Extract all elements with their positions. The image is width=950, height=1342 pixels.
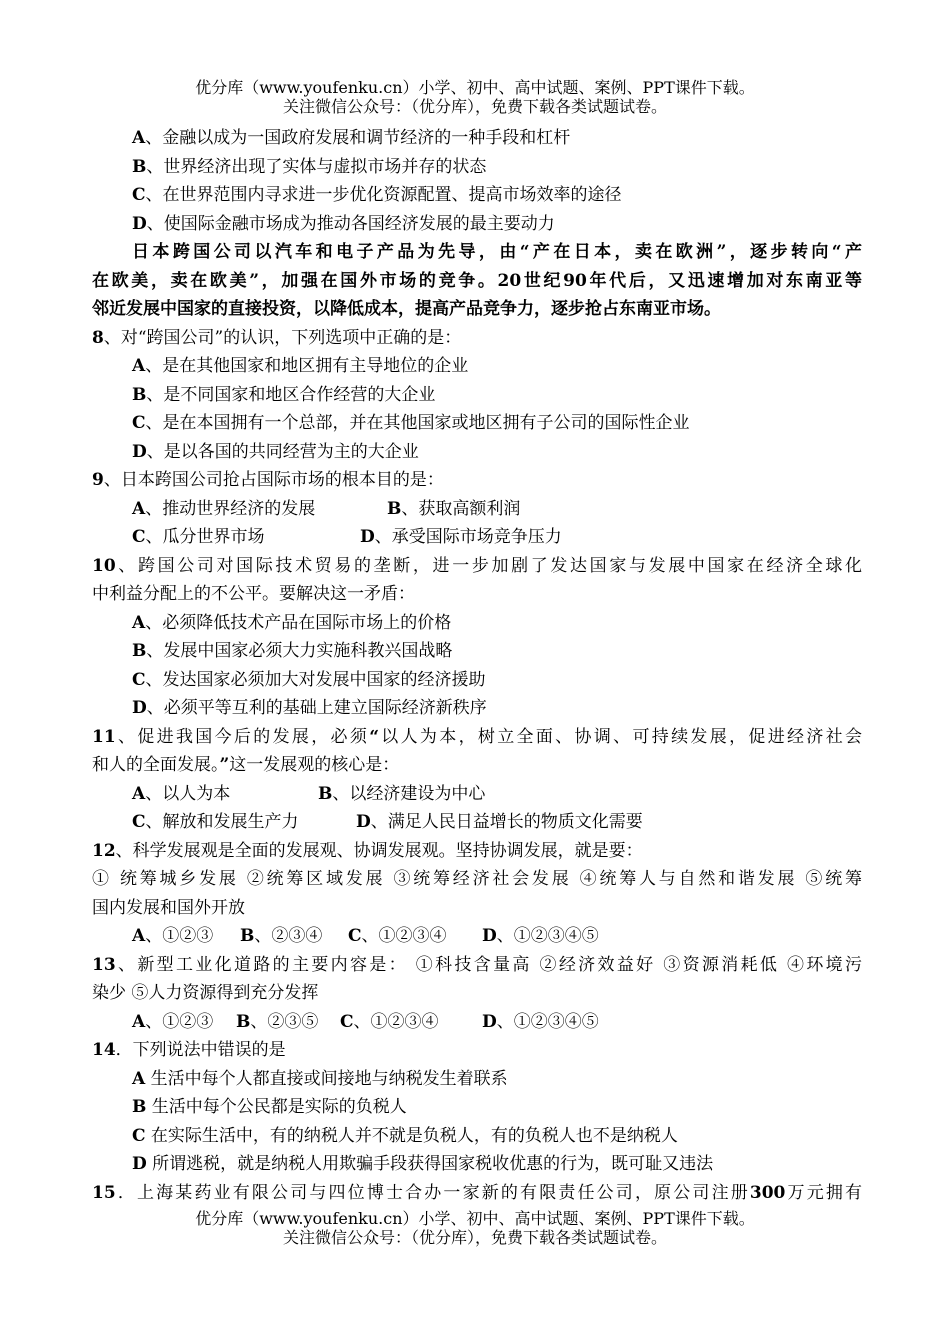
q13-option-c: C、①②③④ — [340, 1011, 439, 1032]
q13-option-b: B、②③⑤ — [236, 1011, 319, 1032]
q10-stem-line-1: 10、跨国公司对国际技术贸易的垄断，进一步加剧了发达国家与发展中国家在经济全球化 — [92, 555, 862, 576]
q12-items-line-1: ① 统筹城乡发展 ②统筹区域发展 ③统筹经济社会发展 ④统筹人与自然和谐发展 ⑤统筹 — [92, 869, 862, 889]
q9-options-row-1 — [92, 495, 862, 524]
exam-content — [92, 124, 862, 1207]
header-line-1: 优分库（www.youfenku.cn）小学、初中、高中试题、案例、PPT课件下载。 — [195, 78, 755, 97]
q7-option-c: C、在世界范围内寻求进一步优化资源配置、提高市场效率的途径 — [132, 185, 622, 205]
q9-stem: 9、日本跨国公司抢占国际市场的根本目的是： — [92, 470, 444, 490]
q11-stem-line-2: 和人的全面发展。”这一发展观的核心是： — [92, 755, 400, 775]
q13-stem-line-1: 13、新型工业化道路的主要内容是： ①科技含量高 ②经济效益好 ③资源消耗低 ④环境污 — [92, 954, 862, 975]
footer-line-2: 关注微信公众号：（优分库），免费下载各类试题试卷。 — [282, 1228, 667, 1247]
q10-option-b: B、发展中国家必须大力实施科教兴国战略 — [132, 641, 453, 661]
q8-option-b: B、是不同国家和地区合作经营的大企业 — [132, 384, 436, 405]
q11-option-b: B、以经济建设为中心 — [318, 783, 486, 804]
q14-stem: 14．下列说法中错误的是 — [92, 1040, 286, 1060]
q10-stem-line-2: 中利益分配上的不公平。要解决这一矛盾： — [92, 584, 415, 604]
q8-stem: 8、对“跨国公司”的认识，下列选项中正确的是： — [92, 327, 462, 348]
q12-option-c: C、①②③④ — [348, 926, 447, 946]
q9-option-c: C、瓜分世界市场 — [132, 527, 265, 547]
q9-option-a: A、推动世界经济的发展 — [132, 498, 316, 519]
q9-option-d: D、承受国际市场竞争压力 — [360, 527, 562, 547]
page-footer — [0, 1209, 950, 1247]
q12-option-a: A、①②③ — [132, 926, 214, 946]
q11-stem-line-1: 11、促进我国今后的发展，必须“以人为本，树立全面、协调、可持续发展，促进经济社会 — [92, 726, 863, 747]
q15-stem: 15．上海某药业有限公司与四位博士合办一家新的有限责任公司，原公司注册300万元拥有 — [92, 1182, 863, 1203]
q10-option-d: D、必须平等互利的基础上建立国际经济新秩序 — [132, 698, 487, 718]
q7-option-b: B、世界经济出现了实体与虚拟市场并存的状态 — [132, 156, 487, 177]
q14-option-b: B 生活中每个公民都是实际的负税人 — [132, 1097, 407, 1117]
header-line-2: 关注微信公众号：（优分库），免费下载各类试题试卷。 — [282, 97, 667, 116]
q11-options-row-1 — [92, 780, 862, 809]
q10-option-c: C、发达国家必须加大对发展中国家的经济援助 — [132, 669, 486, 690]
q12-option-d: D、①②③④⑤ — [482, 926, 599, 946]
q14-option-d: D 所谓逃税，就是纳税人用欺骗手段获得国家税收优惠的行为，既可耻又违法 — [132, 1154, 714, 1174]
material-line-1: 日本跨国公司以汽车和电子产品为先导，由“产在日本，卖在欧洲”，逐步转向“产 — [132, 242, 862, 262]
q13-stem-line-2: 染少 ⑤人力资源得到充分发挥 — [92, 983, 319, 1003]
q9-option-b: B、获取高额利润 — [387, 498, 521, 519]
q11-option-d: D、满足人民日益增长的物质文化需要 — [356, 812, 643, 832]
q8-option-a: A、是在其他国家和地区拥有主导地位的企业 — [132, 356, 469, 376]
q13-options — [92, 1008, 862, 1037]
q12-items-line-2: 国内发展和国外开放 — [92, 897, 245, 918]
material-line-3: 邻近发展中国家的直接投资，以降低成本，提高产品竞争力，逐步抢占东南亚市场。 — [92, 299, 721, 319]
q10-option-a: A、必须降低技术产品在国际市场上的价格 — [132, 612, 452, 633]
page-header — [0, 78, 950, 116]
q13-option-a: A、①②③ — [132, 1011, 214, 1032]
material-line-2: 在欧美，卖在欧美”，加强在国外市场的竞争。20世纪90年代后，又迅速增加对东南亚等 — [92, 270, 862, 291]
q14-option-c: C 在实际生活中，有的纳税人并不就是负税人，有的负税人也不是纳税人 — [132, 1125, 678, 1146]
q12-options — [92, 922, 862, 951]
q11-option-a: A、以人为本 — [132, 783, 231, 804]
q7-option-a: A、金融以成为一国政府发展和调节经济的一种手段和杠杆 — [132, 128, 571, 148]
q11-options-row-2 — [92, 808, 862, 837]
footer-line-1: 优分库（www.youfenku.cn）小学、初中、高中试题、案例、PPT课件下载。 — [195, 1209, 755, 1228]
q8-option-c: C、是在本国拥有一个总部，并在其他国家或地区拥有子公司的国际性企业 — [132, 413, 690, 433]
q7-option-d: D、使国际金融市场成为推动各国经济发展的最主要动力 — [132, 213, 555, 234]
q8-option-d: D、是以各国的共同经营为主的大企业 — [132, 441, 419, 462]
q11-option-c: C、解放和发展生产力 — [132, 812, 299, 832]
q9-options-row-2 — [92, 523, 862, 552]
q12-stem: 12、科学发展观是全面的发展观、协调发展观。坚持协调发展，就是要： — [92, 840, 643, 861]
q12-option-b: B、②③④ — [240, 926, 323, 946]
q14-option-a: A 生活中每个人都直接或间接地与纳税发生着联系 — [132, 1068, 508, 1089]
q13-option-d: D、①②③④⑤ — [482, 1011, 599, 1032]
